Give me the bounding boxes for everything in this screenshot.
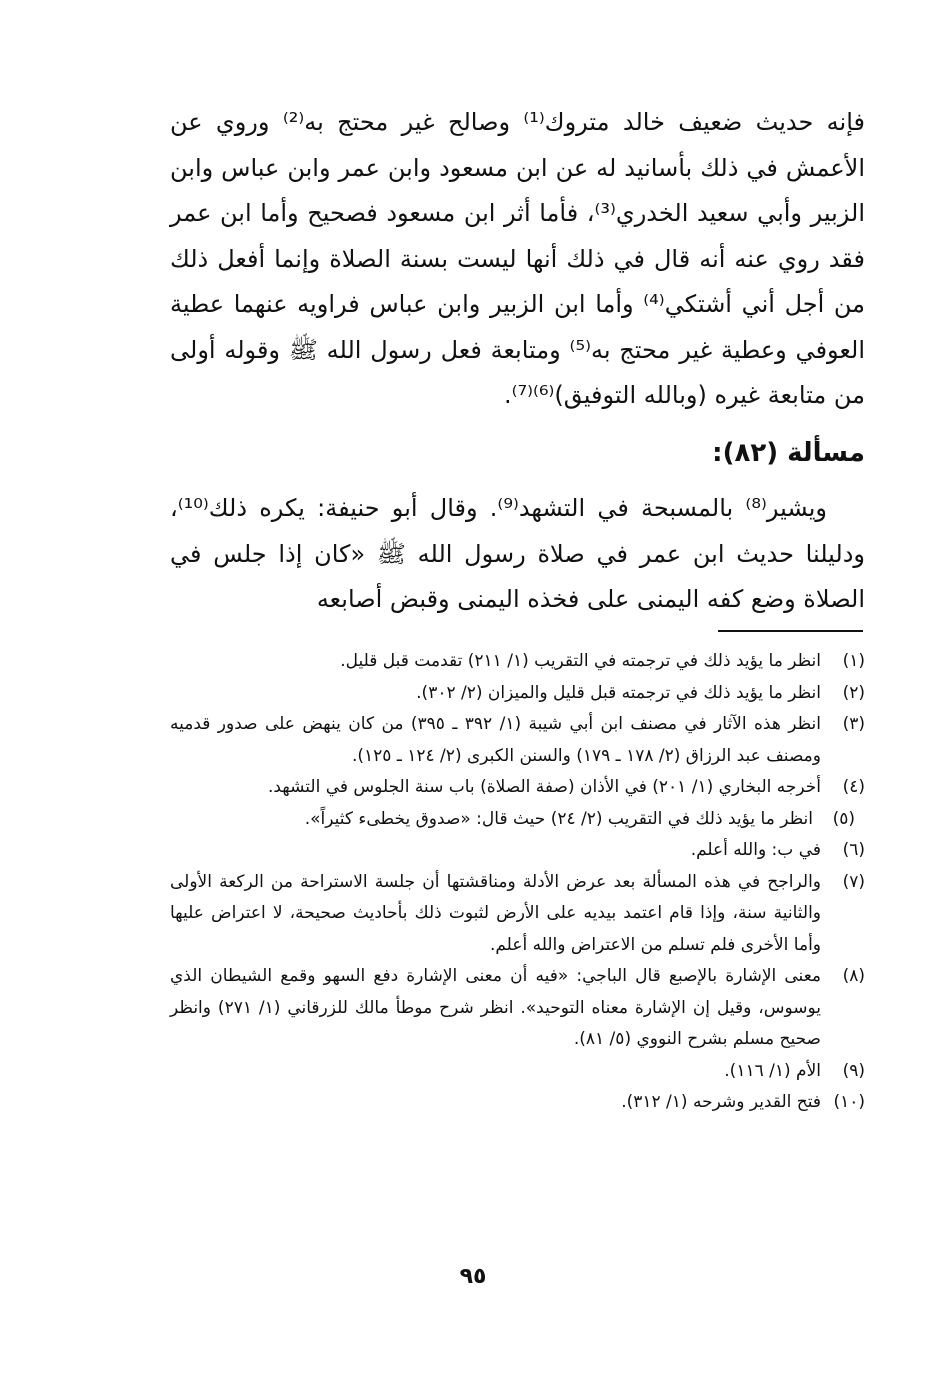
footnote-text: أخرجه البخاري (١/ ٢٠١) في الأذان (صفة الصلاة) باب سنة الجلوس في التشهد. — [267, 777, 821, 797]
footnote-text: انظر هذه الآثار في مصنف ابن أبي شيبة (١/ ٣٩٢ ـ ٣٩٥) من كان ينهض على صدور قدميه ومصنف عبد الرزاق (٢/ ١٧٨ ـ ١٧٩) والسنن الكبرى (٢/ ١٢٤ ـ ١٢٥). — [170, 714, 821, 766]
footnote-number: (١٠) — [833, 1092, 865, 1112]
footnote-number: (٢) — [842, 682, 865, 703]
footnote-text: والراجح في هذه المسألة بعد عرض الأدلة ومناقشتها أن جلسة الاستراحة من الركعة الأولى والثانية سنة، وإذا قام اعتمد بيديه على الأرض لثبوت ذلك بأحاديث صحيحة، لا اعتراض عليها وأما الأخرى فلم تسلم من الاعتراض والله أعلم. — [170, 871, 821, 955]
footnote-number: (٤) — [842, 777, 865, 797]
footnote-separator — [718, 630, 863, 632]
footnote-text: انظر ما يؤيد ذلك في التقريب (٢/ ٢٤) حيث قال: «صدوق يخطىء كثيراً». — [304, 808, 813, 829]
section-heading: مسألة (٨٢): — [712, 437, 865, 468]
footnote — [170, 835, 865, 867]
footnote — [170, 867, 865, 962]
footnote-text: انظر ما يؤيد ذلك في ترجمته في التقريب (١/ ٢١١) تقدمت قبل قليل. — [340, 651, 821, 671]
footnote-number: (٨) — [842, 966, 865, 986]
main-paragraph-1: فإنه حديث ضعيف خالد متروك⁽¹⁾ وصالح غير محتج به⁽²⁾ وروي عن الأعمش في ذلك بأسانيد له عن ابن مسعود وابن عمر وابن عباس وابن الزبير وأبي سعيد الخدري⁽³⁾، فأما أثر ابن مسعود فصحيح وأما ابن عمر فقد روي عنه أنه قال في ذلك أنها ليست بسنة الصلاة وإنما أفعل ذلك من أجل أني أشتكي⁽⁴⁾ وأما ابن الزبير وابن عباس فراويه عنهما عطية العوفي وعطية غير محتج به⁽⁵⁾ ومتابعة فعل رسول الله ﷺ وقوله أولى من متابعة غيره (وبالله التوفيق)⁽⁶⁾⁽⁷⁾. — [170, 108, 866, 409]
footnote — [170, 772, 865, 804]
footnote-number: (٥) — [832, 808, 855, 829]
page-number: ٩٥ — [459, 1264, 487, 1289]
footnote — [170, 678, 865, 710]
footnote-number: (٩) — [842, 1060, 865, 1081]
footnote — [170, 709, 865, 772]
footnote-text: انظر ما يؤيد ذلك في ترجمته قبل قليل والميزان (٢/ ٣٠٢). — [416, 682, 821, 703]
footnote-text: فتح القدير وشرحه (١/ ٣١٢). — [621, 1092, 821, 1112]
main-text — [170, 100, 865, 623]
footnote — [170, 646, 865, 678]
footnote-text: معنى الإشارة بالإصبع قال الباجي: «فيه أن معنى الإشارة دفع السهو وقمع الشيطان الذي يوسوس، وقيل إن الإشارة معناه التوحيد». انظر شرح موطأ مالك للزرقاني (١/ ٢٧١) وانظر صحيح مسلم بشرح النووي (٥/ ٨١). — [170, 966, 822, 1049]
footnote — [170, 1056, 865, 1088]
footnote — [170, 804, 865, 836]
footnote — [170, 1087, 865, 1119]
footnote-text: في ب: والله أعلم. — [690, 840, 821, 860]
footnote-number: (٦) — [842, 840, 865, 860]
footnote-text: الأم (١/ ١١٦). — [724, 1060, 821, 1081]
main-paragraph-2: ويشير⁽⁸⁾ بالمسبحة في التشهد⁽⁹⁾. وقال أبو حنيفة: يكره ذلك⁽¹⁰⁾، ودليلنا حديث ابن عمر في صلاة رسول الله ﷺ «كان إذا جلس في الصلاة وضع كفه اليمنى على فخذه اليمنى وقبض أصابعه — [170, 494, 865, 613]
footnote-number: (١) — [842, 651, 865, 671]
footnotes — [170, 646, 865, 1119]
footnote — [170, 961, 865, 1056]
footnote-number: (٧) — [842, 871, 865, 892]
footnote-number: (٣) — [842, 714, 865, 734]
